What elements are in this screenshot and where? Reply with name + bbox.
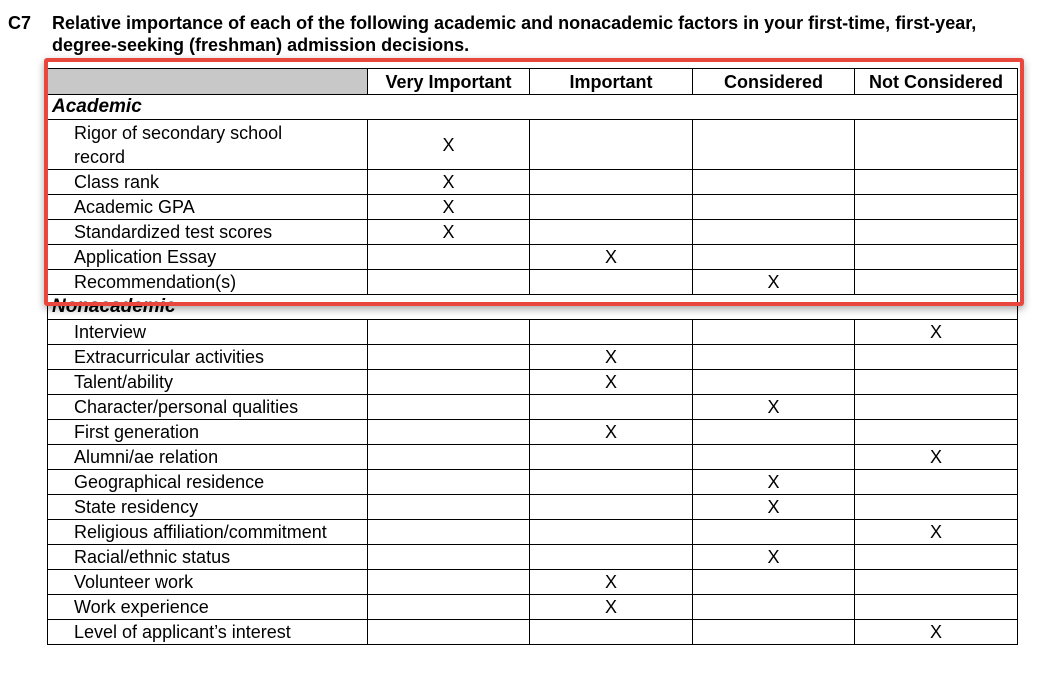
table-row (48, 270, 1018, 295)
table-row (48, 545, 1018, 570)
table-row (48, 245, 1018, 270)
mark-cell-not-considered (855, 495, 1018, 520)
mark-cell-important (530, 120, 693, 170)
factor-label: Work experience (48, 595, 368, 620)
mark-cell-important: X (530, 595, 693, 620)
section-row-nonacademic (48, 295, 1018, 320)
factor-label: Standardized test scores (48, 220, 368, 245)
mark-cell-very-important (368, 395, 530, 420)
mark-cell-very-important (368, 470, 530, 495)
mark-cell-not-considered (855, 345, 1018, 370)
mark-cell-not-considered (855, 395, 1018, 420)
mark-cell-very-important (368, 245, 530, 270)
mark-cell-very-important (368, 320, 530, 345)
column-header-important: Important (530, 69, 693, 95)
mark-cell-very-important: X (368, 220, 530, 245)
mark-cell-not-considered (855, 170, 1018, 195)
mark-cell-very-important: X (368, 120, 530, 170)
section-title: Nonacademic (48, 295, 368, 320)
mark-cell-very-important (368, 545, 530, 570)
factor-label: State residency (48, 495, 368, 520)
factor-label: Academic GPA (48, 195, 368, 220)
mark-cell-not-considered (855, 270, 1018, 295)
mark-cell-considered (693, 320, 855, 345)
factor-label: Geographical residence (48, 470, 368, 495)
header-corner-cell (48, 69, 368, 95)
mark-cell-considered (693, 120, 855, 170)
table-row (48, 495, 1018, 520)
mark-cell-considered: X (693, 270, 855, 295)
mark-cell-very-important: X (368, 195, 530, 220)
admission-factors-table (47, 68, 1018, 645)
table-row (48, 570, 1018, 595)
factor-label: Talent/ability (48, 370, 368, 395)
table-row (48, 120, 1018, 170)
mark-cell-important: X (530, 370, 693, 395)
mark-cell-very-important (368, 445, 530, 470)
mark-cell-very-important (368, 495, 530, 520)
mark-cell-not-considered: X (855, 445, 1018, 470)
mark-cell-very-important (368, 520, 530, 545)
factor-label: Racial/ethnic status (48, 545, 368, 570)
mark-cell-considered (693, 370, 855, 395)
mark-cell-important (530, 545, 693, 570)
section-title: Academic (48, 95, 368, 120)
mark-cell-important (530, 445, 693, 470)
factor-label: Interview (48, 320, 368, 345)
column-header-considered: Considered (693, 69, 855, 95)
mark-cell-considered (693, 570, 855, 595)
mark-cell-considered: X (693, 545, 855, 570)
mark-cell-not-considered: X (855, 320, 1018, 345)
question-number: C7 (8, 13, 32, 33)
section-row-academic (48, 95, 1018, 120)
factor-label: Rigor of secondary school record (48, 120, 368, 170)
mark-cell-important: X (530, 420, 693, 445)
factor-label: Application Essay (48, 245, 368, 270)
mark-cell-important (530, 320, 693, 345)
mark-cell-important (530, 520, 693, 545)
mark-cell-not-considered: X (855, 520, 1018, 545)
section-blank-cell (368, 95, 1018, 120)
table-body (48, 95, 1018, 645)
table-row (48, 220, 1018, 245)
mark-cell-very-important (368, 570, 530, 595)
mark-cell-not-considered (855, 570, 1018, 595)
mark-cell-important (530, 470, 693, 495)
factor-label: Alumni/ae relation (48, 445, 368, 470)
mark-cell-considered (693, 170, 855, 195)
table-row (48, 420, 1018, 445)
mark-cell-not-considered (855, 220, 1018, 245)
mark-cell-considered (693, 420, 855, 445)
question-text: Relative importance of each of the following academic and nonacademic factors in your first-time, first-year, degree-seeking (freshman) admission decisions. (52, 13, 977, 55)
mark-cell-important (530, 395, 693, 420)
mark-cell-considered: X (693, 395, 855, 420)
table-row (48, 595, 1018, 620)
mark-cell-important (530, 495, 693, 520)
mark-cell-not-considered (855, 245, 1018, 270)
mark-cell-important (530, 620, 693, 645)
mark-cell-important: X (530, 345, 693, 370)
mark-cell-considered (693, 620, 855, 645)
mark-cell-not-considered (855, 595, 1018, 620)
mark-cell-important: X (530, 245, 693, 270)
mark-cell-very-important (368, 270, 530, 295)
factor-label: Religious affiliation/commitment (48, 520, 368, 545)
mark-cell-very-important (368, 370, 530, 395)
factors-table-wrapper (47, 68, 1018, 645)
mark-cell-considered (693, 520, 855, 545)
factor-label: Volunteer work (48, 570, 368, 595)
table-row (48, 445, 1018, 470)
mark-cell-not-considered (855, 470, 1018, 495)
mark-cell-very-important (368, 595, 530, 620)
mark-cell-not-considered (855, 420, 1018, 445)
factor-label: Extracurricular activities (48, 345, 368, 370)
column-header-very-important: Very Important (368, 69, 530, 95)
mark-cell-considered: X (693, 470, 855, 495)
column-header-not-considered: Not Considered (855, 69, 1018, 95)
mark-cell-important (530, 220, 693, 245)
factor-label: First generation (48, 420, 368, 445)
mark-cell-considered (693, 220, 855, 245)
mark-cell-considered (693, 195, 855, 220)
table-row (48, 620, 1018, 645)
mark-cell-considered (693, 345, 855, 370)
mark-cell-very-important (368, 345, 530, 370)
mark-cell-not-considered (855, 545, 1018, 570)
mark-cell-important (530, 195, 693, 220)
mark-cell-not-considered (855, 195, 1018, 220)
table-row (48, 345, 1018, 370)
mark-cell-very-important (368, 420, 530, 445)
table-row (48, 320, 1018, 345)
mark-cell-important (530, 170, 693, 195)
table-row (48, 395, 1018, 420)
mark-cell-considered: X (693, 495, 855, 520)
mark-cell-not-considered: X (855, 620, 1018, 645)
section-blank-cell (368, 295, 1018, 320)
factor-label: Class rank (48, 170, 368, 195)
mark-cell-important (530, 270, 693, 295)
factor-label: Level of applicant’s interest (48, 620, 368, 645)
table-row (48, 520, 1018, 545)
table-row (48, 195, 1018, 220)
table-row (48, 370, 1018, 395)
mark-cell-considered (693, 445, 855, 470)
mark-cell-considered (693, 245, 855, 270)
question-header (0, 12, 1058, 58)
mark-cell-very-important (368, 620, 530, 645)
mark-cell-not-considered (855, 370, 1018, 395)
factor-label: Recommendation(s) (48, 270, 368, 295)
mark-cell-very-important: X (368, 170, 530, 195)
mark-cell-considered (693, 595, 855, 620)
table-row (48, 170, 1018, 195)
factor-label: Character/personal qualities (48, 395, 368, 420)
table-header-row (48, 69, 1018, 95)
mark-cell-not-considered (855, 120, 1018, 170)
mark-cell-important: X (530, 570, 693, 595)
table-row (48, 470, 1018, 495)
